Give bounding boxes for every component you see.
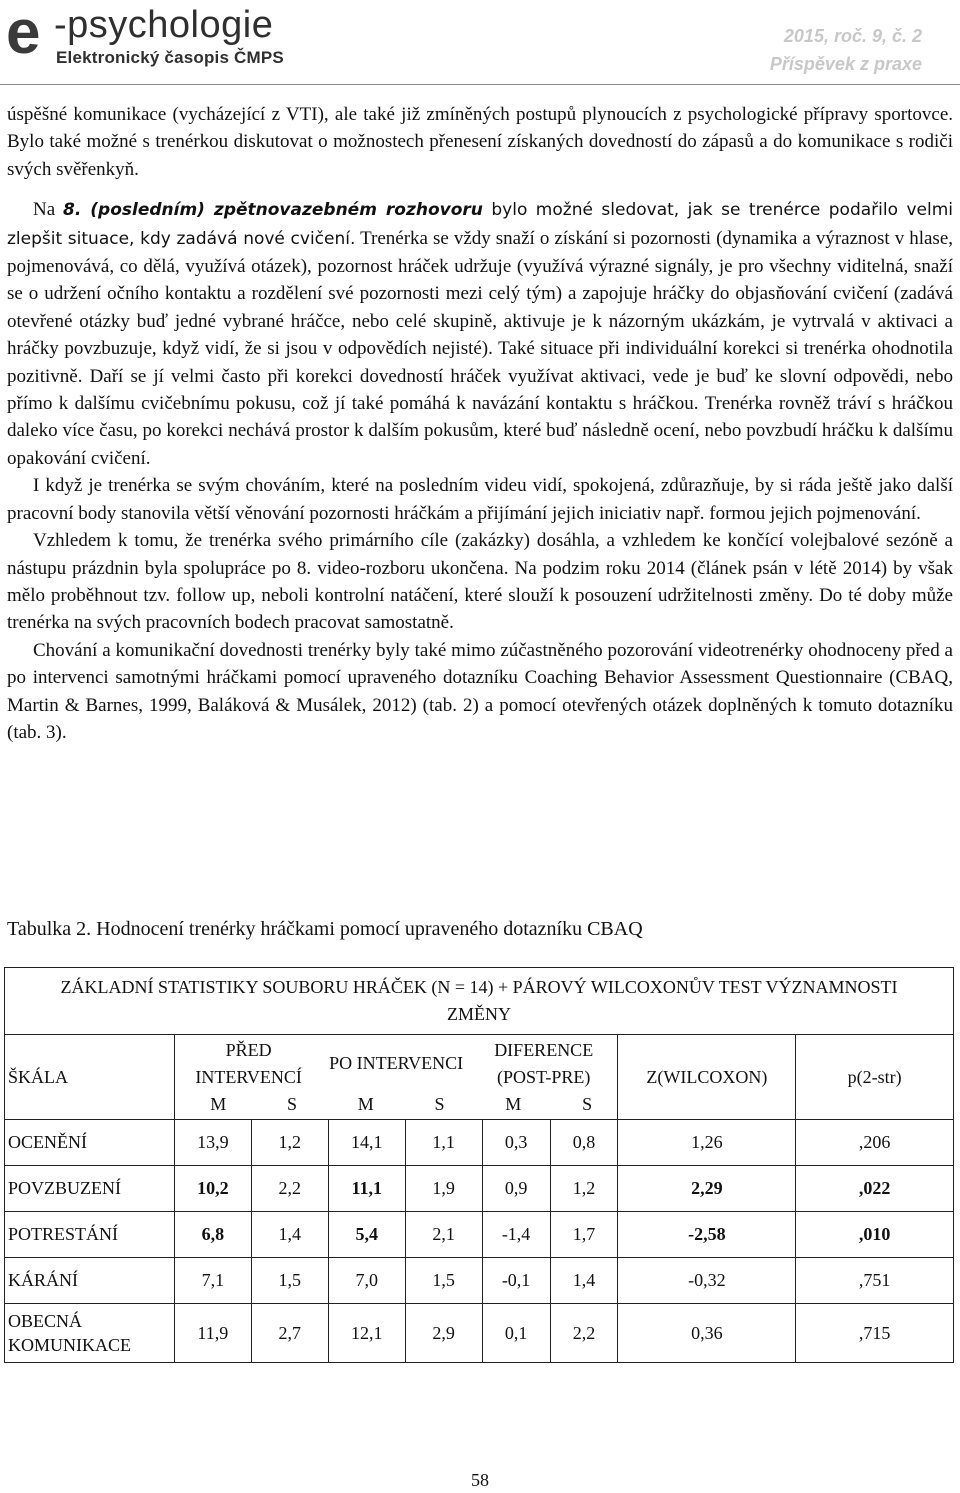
cell-post-m: 11,1: [328, 1166, 405, 1212]
cell-post-m: 7,0: [328, 1258, 405, 1304]
cell-p: ,751: [796, 1258, 954, 1304]
header-diff: DIFERENCE (POST-PRE): [494, 1039, 594, 1087]
cell-diff-s: 1,4: [550, 1258, 618, 1304]
cell-diff-s: 1,7: [550, 1212, 618, 1258]
cell-diff-m: 0,9: [482, 1166, 550, 1212]
cell-post-s: 1,1: [405, 1120, 482, 1166]
paragraph-5: Chování a komunikační dovednosti trenérky byly také mimo zúčastněného pozorování videotrenérky ohodnoceny před a po intervenci samotnými hráčkami pomocí upraveného dotazníku Coaching Behavior Assessment Questionnaire (CBAQ, Martin & Barnes, 1999, Baláková & Musálek, 2012) (tab. 2) a pomocí otevřených otázek doplněných k tomuto dotazníku (tab. 3).: [7, 639, 953, 743]
table-row: [5, 1212, 954, 1258]
cell-diff-m: 0,3: [482, 1120, 550, 1166]
paragraph-3: I když je trenérka se svým chováním, které na posledním videu vidí, spokojená, zdůrazňuje, by si ráda ještě jako další pracovní body stanovila větší věnování pozornosti hráčkám a přijímání jejich iniciativ např. formou jejich pojmenování.: [7, 475, 953, 524]
cell-pre-m: 11,9: [174, 1304, 251, 1363]
header-subgrid: [175, 1037, 618, 1118]
cell-scale: POVZBUZENÍ: [5, 1166, 175, 1212]
cell-scale: OBECNÁ KOMUNIKACE: [5, 1304, 175, 1363]
cell-p: ,715: [796, 1304, 954, 1363]
cell-post-s: 1,5: [405, 1258, 482, 1304]
paragraph-4: Vzhledem k tomu, že trenérka svého primárního cíle (zakázky) dosáhla, a vzhledem ke končící volejbalové sezóně a nástupu prázdnin byla spolupráce po 8. video-rozboru ukončena. Na podzim roku 2014 (článek psán v létě 2014) by však mělo proběhnout tzv. follow up, neboli kontrolní natáčení, které slouží k posouzení udržitelnosti změny. Do té doby může trenérka na svých pracovních bodech pracovat samostatně.: [7, 530, 953, 634]
cell-pre-m: 6,8: [174, 1212, 251, 1258]
header-diff-m: M: [505, 1093, 522, 1114]
cell-z: 1,26: [618, 1120, 796, 1166]
header-p: p(2-str): [796, 1035, 954, 1120]
header-post-s: S: [434, 1093, 445, 1114]
cell-pre-s: 1,5: [251, 1258, 328, 1304]
cell-pre-m: 13,9: [174, 1120, 251, 1166]
cell-z: 0,36: [618, 1304, 796, 1363]
table-row: [5, 1304, 954, 1363]
cell-post-m: 12,1: [328, 1304, 405, 1363]
cell-post-s: 2,9: [405, 1304, 482, 1363]
header-scale: ŠKÁLA: [5, 1035, 175, 1120]
header-group-stats: [174, 1035, 618, 1120]
cell-scale: OCENĚNÍ: [5, 1120, 175, 1166]
journal-logo: [6, 2, 376, 72]
table-row: [5, 1120, 954, 1166]
logo-name: -psychologie: [54, 4, 274, 46]
logo-subtitle: Elektronický časopis ČMPS: [56, 48, 284, 67]
cell-pre-s: 1,2: [251, 1120, 328, 1166]
cell-post-m: 5,4: [328, 1212, 405, 1258]
table-row: [5, 1166, 954, 1212]
paragraph-2: [7, 196, 953, 472]
table-row: [5, 1258, 954, 1304]
paragraph-2-sans: bylo možné sledovat, jak se trenérce podařilo velmi zlepšit situace, kdy zadává nové cvičení.: [7, 200, 954, 249]
cell-scale: POTRESTÁNÍ: [5, 1212, 175, 1258]
header-z: Z(WILCOXON): [618, 1035, 796, 1120]
cell-pre-m: 7,1: [174, 1258, 251, 1304]
header-post: PO INTERVENCI: [329, 1053, 464, 1073]
cell-post-s: 1,9: [405, 1166, 482, 1212]
issue-info: [770, 22, 922, 78]
cell-z: -0,32: [618, 1258, 796, 1304]
cell-diff-s: 1,2: [550, 1166, 618, 1212]
cell-z: 2,29: [618, 1166, 796, 1212]
table-title: ZÁKLADNÍ STATISTIKY SOUBORU HRÁČEK (N = 14) + PÁROVÝ WILCOXONŮV TEST VÝZNAMNOSTI ZMĚNY: [5, 968, 954, 1035]
issue-number: 2015, roč. 9, č. 2: [783, 26, 922, 46]
cell-p: ,206: [796, 1120, 954, 1166]
header-diff-s: S: [582, 1093, 593, 1114]
cell-pre-s: 2,7: [251, 1304, 328, 1363]
cell-diff-m: 0,1: [482, 1304, 550, 1363]
cell-diff-m: -1,4: [482, 1212, 550, 1258]
cell-z: -2,58: [618, 1212, 796, 1258]
header-post-m: M: [357, 1093, 374, 1114]
cell-diff-m: -0,1: [482, 1258, 550, 1304]
cell-post-m: 14,1: [328, 1120, 405, 1166]
header-pre: PŘED INTERVENCÍ: [195, 1039, 302, 1087]
cell-diff-s: 0,8: [550, 1120, 618, 1166]
paragraph-2-rest: Trenérka se vždy snaží o získání si pozornosti (dynamika a výraznost v hlase, pojmenovává, co dělá, využívá otázek), pozornost hráček udržuje (využívá výrazné signály, je pro všechny viditelná, snaží se o udržení očního kontaktu a rozdělení své pozornosti mezi celý tým) a zapojuje hráčky do objasňování cvičení (zadává otevřené otázky buď jedné vybrané hráčce, nebo celé skupině, aktivuje je k názorným ukázkám, je vytrvalá v aktivaci a hráčky povzbuzuje, když vidí, že si jsou v odpovědích nejisté). Také situace při individuální korekci si trenérka ohodnotila pozitivně. Daří se jí velmi často při korekci dovedností hráček využívat aktivaci, vede je buď ke slovní odpovědi, nebo přímo k dalšímu cvičebnímu pokusu, což jí také pomáhá k navázání kontaktu s hráčkou. Trenérka rovněž tráví s hráčkou daleko více času, po korekci nechává prostor k dalším pokusům, které buď následně ocení, nebo povzbudí hráčku k dalšímu opakování cvičení.: [7, 227, 953, 469]
page-header: [0, 0, 960, 80]
article-body: [7, 101, 953, 746]
header-divider: [0, 84, 960, 85]
paragraph-2-emphasis: 8. (posledním) zpětnovazebném rozhovoru: [62, 200, 483, 221]
cell-pre-s: 1,4: [251, 1212, 328, 1258]
table-caption: Tabulka 2. Hodnocení trenérky hráčkami pomocí upraveného dotazníku CBAQ: [7, 918, 643, 940]
logo-mark: e: [6, 0, 41, 67]
header-pre-s: S: [287, 1093, 298, 1114]
cell-pre-m: 10,2: [174, 1166, 251, 1212]
statistics-table: [4, 967, 954, 1363]
cell-p: ,010: [796, 1212, 954, 1258]
paragraph-1: úspěšné komunikace (vycházející z VTI), ale také již zmíněných postupů plynoucích z psychologické přípravy sportovce. Bylo také možné s trenérkou diskutovat o možnostech přenesení získaných dovedností do zápasů a do komunikace s rodiči svých svěřenkyň.: [7, 104, 953, 180]
cell-p: ,022: [796, 1166, 954, 1212]
cell-diff-s: 2,2: [550, 1304, 618, 1363]
header-pre-m: M: [210, 1093, 227, 1114]
cell-pre-s: 2,2: [251, 1166, 328, 1212]
paragraph-2-lead: Na: [33, 199, 63, 221]
article-type: Příspěvek z praxe: [769, 54, 922, 74]
page-number: 58: [471, 1470, 489, 1490]
cell-scale: KÁRÁNÍ: [5, 1258, 175, 1304]
cell-post-s: 2,1: [405, 1212, 482, 1258]
